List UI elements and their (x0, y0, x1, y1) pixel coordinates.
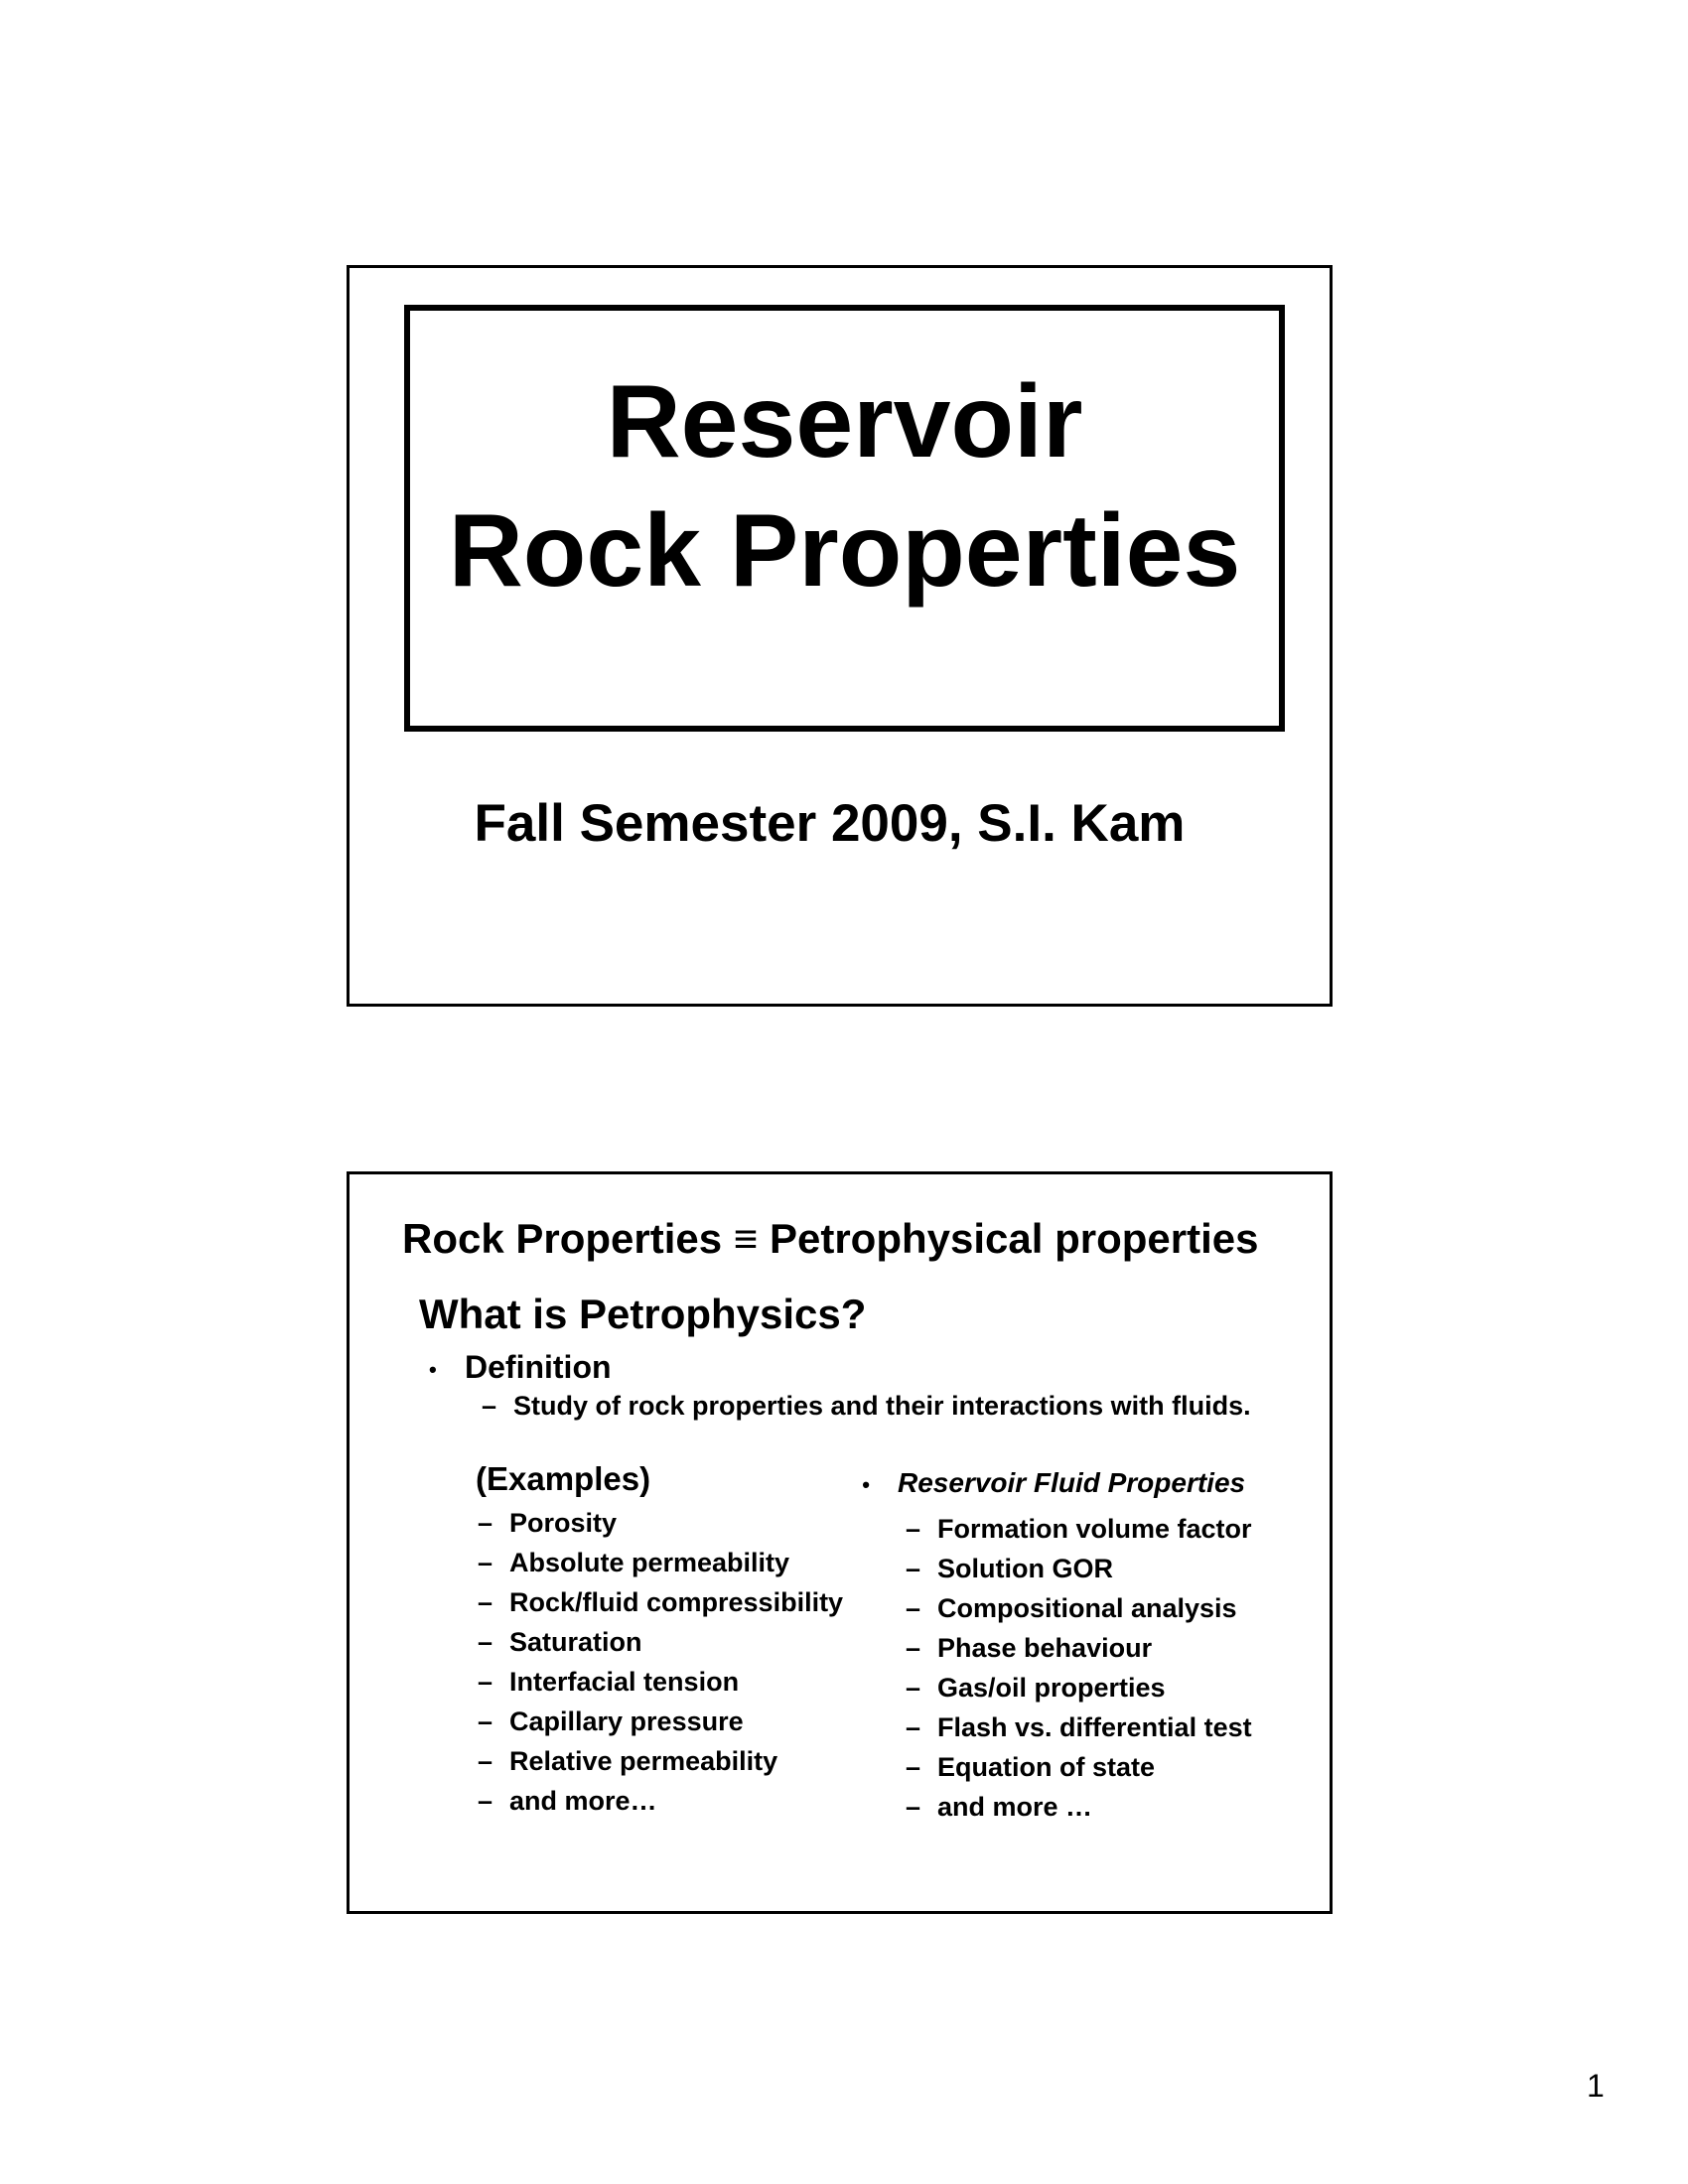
page-number: 1 (1587, 2068, 1605, 2104)
list-item-label: Equation of state (937, 1752, 1156, 1782)
fluid-properties-list (862, 1509, 1252, 1827)
list-item-label: Compositional analysis (937, 1593, 1237, 1623)
slide-title (347, 265, 1333, 1007)
fluid-properties-header (862, 1469, 1252, 1497)
definition-bullet (429, 1351, 612, 1383)
list-item-label: Porosity (509, 1508, 618, 1538)
dash-icon: – (906, 1792, 921, 1822)
list-item (476, 1582, 843, 1622)
dash-icon: – (478, 1548, 493, 1577)
dash-icon: – (906, 1633, 921, 1663)
list-item (476, 1622, 843, 1662)
definition-item (482, 1393, 1251, 1420)
list-item-label: Formation volume factor (937, 1514, 1252, 1544)
list-item-label: Capillary pressure (509, 1706, 744, 1736)
title-box (404, 305, 1285, 732)
list-item-label: Interfacial tension (509, 1667, 740, 1697)
slide-heading: Rock Properties ≡ Petrophysical properties (402, 1215, 1259, 1262)
list-item-label: Solution GOR (937, 1554, 1113, 1583)
examples-header: (Examples) (476, 1460, 651, 1497)
dash-icon: – (478, 1667, 493, 1697)
list-item (862, 1549, 1252, 1588)
dash-icon: – (478, 1786, 493, 1816)
list-item (476, 1702, 843, 1741)
list-item-label: Relative permeability (509, 1746, 778, 1776)
bullet-icon: • (862, 1471, 870, 1497)
fluid-properties-column (862, 1469, 1252, 1827)
list-item-label: Gas/oil properties (937, 1673, 1166, 1703)
examples-list (476, 1503, 843, 1821)
list-item (476, 1741, 843, 1781)
list-item (476, 1503, 843, 1543)
dash-icon: – (906, 1752, 921, 1782)
list-item-label: and more… (509, 1786, 657, 1816)
dash-icon: – (906, 1514, 921, 1544)
bullet-icon: • (429, 1356, 437, 1382)
list-item-label: Rock/fluid compressibility (509, 1587, 844, 1617)
examples-column (476, 1462, 843, 1821)
list-item-label: Flash vs. differential test (937, 1712, 1252, 1742)
slide-subheading: What is Petrophysics? (419, 1291, 867, 1337)
list-item (862, 1668, 1252, 1707)
list-item (476, 1662, 843, 1702)
dash-icon: – (906, 1673, 921, 1703)
dash-icon: – (478, 1746, 493, 1776)
title-line-1: Reservoir (606, 364, 1083, 479)
dash-icon: – (482, 1391, 497, 1421)
dash-icon: – (478, 1587, 493, 1617)
list-item (476, 1543, 843, 1582)
list-item (476, 1781, 843, 1821)
definition-label: Definition (465, 1349, 612, 1385)
list-item-label: and more … (937, 1792, 1093, 1822)
list-item (862, 1588, 1252, 1628)
title-line-2: Rock Properties (448, 493, 1241, 609)
slide-petrophysics (347, 1171, 1333, 1914)
list-item-label: Absolute permeability (509, 1548, 790, 1577)
dash-icon: – (478, 1706, 493, 1736)
list-item-label: Saturation (509, 1627, 642, 1657)
subtitle: Fall Semester 2009, S.I. Kam (474, 794, 1186, 853)
definition-text: Study of rock properties and their interactions with fluids. (513, 1391, 1251, 1421)
list-item (862, 1509, 1252, 1549)
fluid-properties-title: Reservoir Fluid Properties (898, 1467, 1246, 1498)
dash-icon: – (906, 1593, 921, 1623)
list-item (862, 1628, 1252, 1668)
list-item-label: Phase behaviour (937, 1633, 1153, 1663)
list-item (862, 1787, 1252, 1827)
dash-icon: – (906, 1712, 921, 1742)
list-item (862, 1707, 1252, 1747)
dash-icon: – (478, 1627, 493, 1657)
dash-icon: – (906, 1554, 921, 1583)
dash-icon: – (478, 1508, 493, 1538)
list-item (862, 1747, 1252, 1787)
